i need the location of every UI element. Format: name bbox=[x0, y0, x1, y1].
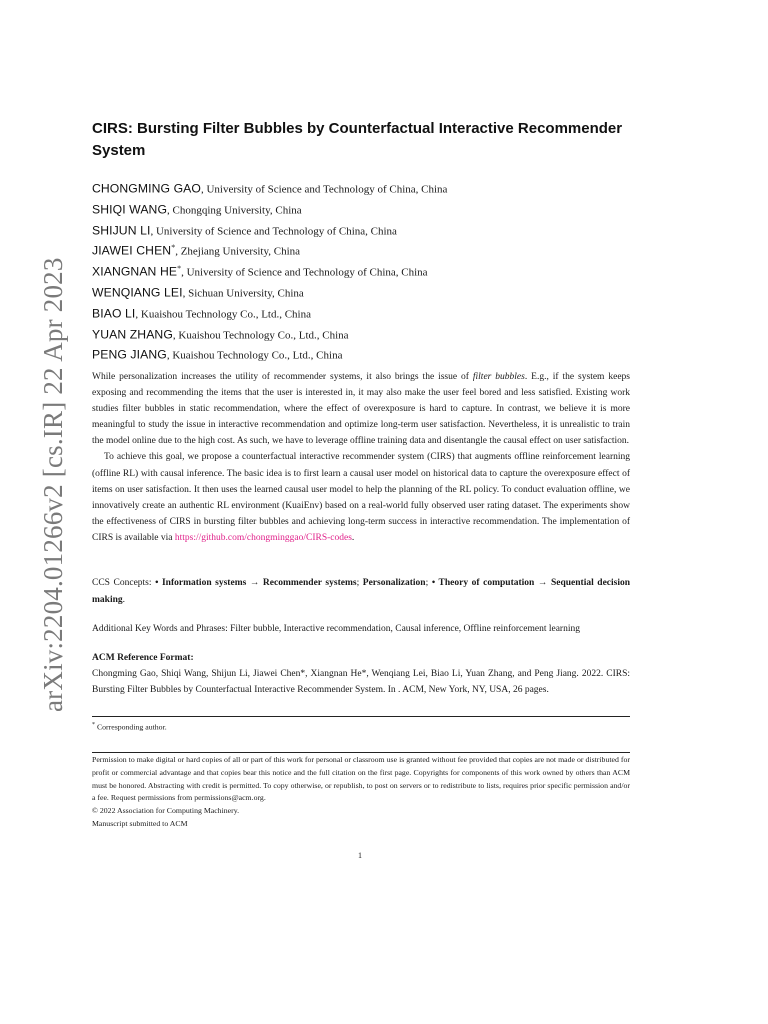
code-repository-link[interactable]: https://github.com/chongminggao/CIRS-codes bbox=[174, 532, 352, 543]
author-name: BIAO LI bbox=[92, 306, 136, 321]
author-name: JIAWEI CHEN bbox=[92, 244, 172, 259]
author-affiliation: Kuaishou Technology Co., Ltd., China bbox=[178, 329, 349, 342]
author-affiliation: Chongqing University, China bbox=[172, 204, 302, 217]
author-row: CHONGMING GAO, University of Science and Technology of China, China bbox=[92, 181, 448, 196]
acm-reference-heading: ACM Reference Format: bbox=[92, 653, 194, 663]
abstract bbox=[92, 369, 630, 546]
author-row: SHIQI WANG, Chongqing University, China bbox=[92, 202, 302, 217]
arxiv-identifier[interactable]: arXiv:2204.01266v2 [cs.IR] 22 Apr 2023 bbox=[38, 257, 68, 712]
author-list bbox=[92, 176, 652, 363]
keywords: Additional Key Words and Phrases: Filter bubble, Interactive recommendation, Causal inference, Offline reinforcement learning bbox=[92, 624, 580, 634]
author-name: CHONGMING GAO bbox=[92, 181, 201, 196]
author-row: YUAN ZHANG, Kuaishou Technology Co., Ltd., China bbox=[92, 327, 349, 342]
permission-divider bbox=[92, 752, 630, 753]
author-affiliation: Kuaishou Technology Co., Ltd., China bbox=[172, 350, 343, 363]
filter-bubbles-emphasis: filter bubbles bbox=[472, 372, 525, 382]
author-row: WENQIANG LEI, Sichuan University, China bbox=[92, 285, 304, 300]
author-name: PENG JIANG bbox=[92, 348, 167, 363]
author-name: XIANGNAN HE bbox=[92, 264, 178, 279]
author-mark: * bbox=[177, 264, 182, 274]
author-affiliation: Kuaishou Technology Co., Ltd., China bbox=[140, 308, 311, 321]
author-name: SHIQI WANG bbox=[92, 202, 168, 217]
permission-text: Permission to make digital or hard copies of all or part of this work for personal or classroom use is granted without fee provided that copies are not made or distributed for profit or commercial advantage and that copies bear this notice and the full citation on the first page. Copyrights for components of this work owned by others than ACM must be honored. Abstracting with credit is permitted. To copy otherwise, or republish, to post on servers or to redistribute to lists, requires prior specific permission and/or a fee. Request permissions from permissions@acm.org. bbox=[92, 755, 630, 803]
author-row: XIANGNAN HE*, University of Science and Technology of China, China bbox=[92, 264, 428, 279]
paper-title: CIRS: Bursting Filter Bubbles by Counterfactual Interactive Recommender System bbox=[92, 120, 623, 159]
author-affiliation: University of Science and Technology of China, China bbox=[155, 225, 397, 238]
ccs-concepts: CCS Concepts: • Information systems → Recommender systems; Personalization; • Theory of computation → Sequential decision making. bbox=[92, 578, 631, 605]
author-mark: * bbox=[171, 243, 176, 253]
author-row: SHIJUN LI, University of Science and Technology of China, China bbox=[92, 223, 397, 238]
author-row: JIAWEI CHEN*, Zhejiang University, China bbox=[92, 243, 301, 259]
footnote: * Corresponding author. bbox=[92, 722, 167, 732]
acm-reference-text: Chongming Gao, Shiqi Wang, Shijun Li, Jiawei Chen*, Xiangnan He*, Wenqiang Lei, Biao Li, Yuan Zhang, and Peng Jiang. 2022. CIRS: Bursting Filter Bubbles by Counterfactual Interactive Recommender System. In . ACM, New York, NY, USA, 26 pages. bbox=[92, 669, 630, 695]
author-row: PENG JIANG, Kuaishou Technology Co., Ltd., China bbox=[92, 348, 343, 363]
author-affiliation: University of Science and Technology of China, China bbox=[206, 183, 448, 196]
page-number: 1 bbox=[358, 851, 362, 860]
author-row: BIAO LI, Kuaishou Technology Co., Ltd., China bbox=[92, 306, 311, 321]
permission-notice bbox=[92, 754, 630, 831]
author-affiliation: Sichuan University, China bbox=[188, 287, 304, 300]
author-affiliation: Zhejiang University, China bbox=[180, 246, 301, 259]
acm-reference-format bbox=[92, 650, 630, 698]
copyright-line: © 2022 Association for Computing Machinery. bbox=[92, 806, 240, 816]
abstract-paragraph-1: While personalization increases the utility of recommender systems, it also brings the issue of filter bubbles. E.g., if the system keeps exposing and recommending the items that the user is interested in, it may also make the user feel bored and less satisfied. Existing work studies filter bubbles in static recommendation, where the effect of overexposure is hard to capture. In contrast, we believe it is more meaningful to study the issue in interactive recommendation and optimize long-term user satisfaction. Nevertheless, it is unrealistic to train the model online due to the high cost. As such, we have to leverage offline training data and disentangle the causal effect on user satisfaction. bbox=[92, 372, 631, 447]
author-affiliation: University of Science and Technology of China, China bbox=[186, 266, 428, 279]
footnote-divider bbox=[92, 716, 630, 717]
abstract-paragraph-2: To achieve this goal, we propose a counterfactual interactive recommender system (CIRS) that augments offline reinforcement learning (offline RL) with causal inference. The basic idea is to first learn a causal user model on historical data to capture the overexposure effect of items on user satisfaction. It then uses the learned causal user model to help the planning of the RL policy. To conduct evaluation offline, we innovatively create an authentic RL environment (KuaiEnv) based on a real-world fully observed user rating dataset. The experiments show the effectiveness of CIRS in bursting filter bubbles and achieving long-term success in interactive recommendation. The implementation of CIRS is available via https://github.com/chongminggao/CIRS-codes. bbox=[92, 452, 630, 543]
author-name: SHIJUN LI bbox=[92, 223, 151, 238]
manuscript-line: Manuscript submitted to ACM bbox=[92, 818, 188, 828]
author-name: WENQIANG LEI bbox=[92, 285, 183, 300]
author-name: YUAN ZHANG bbox=[92, 327, 173, 342]
